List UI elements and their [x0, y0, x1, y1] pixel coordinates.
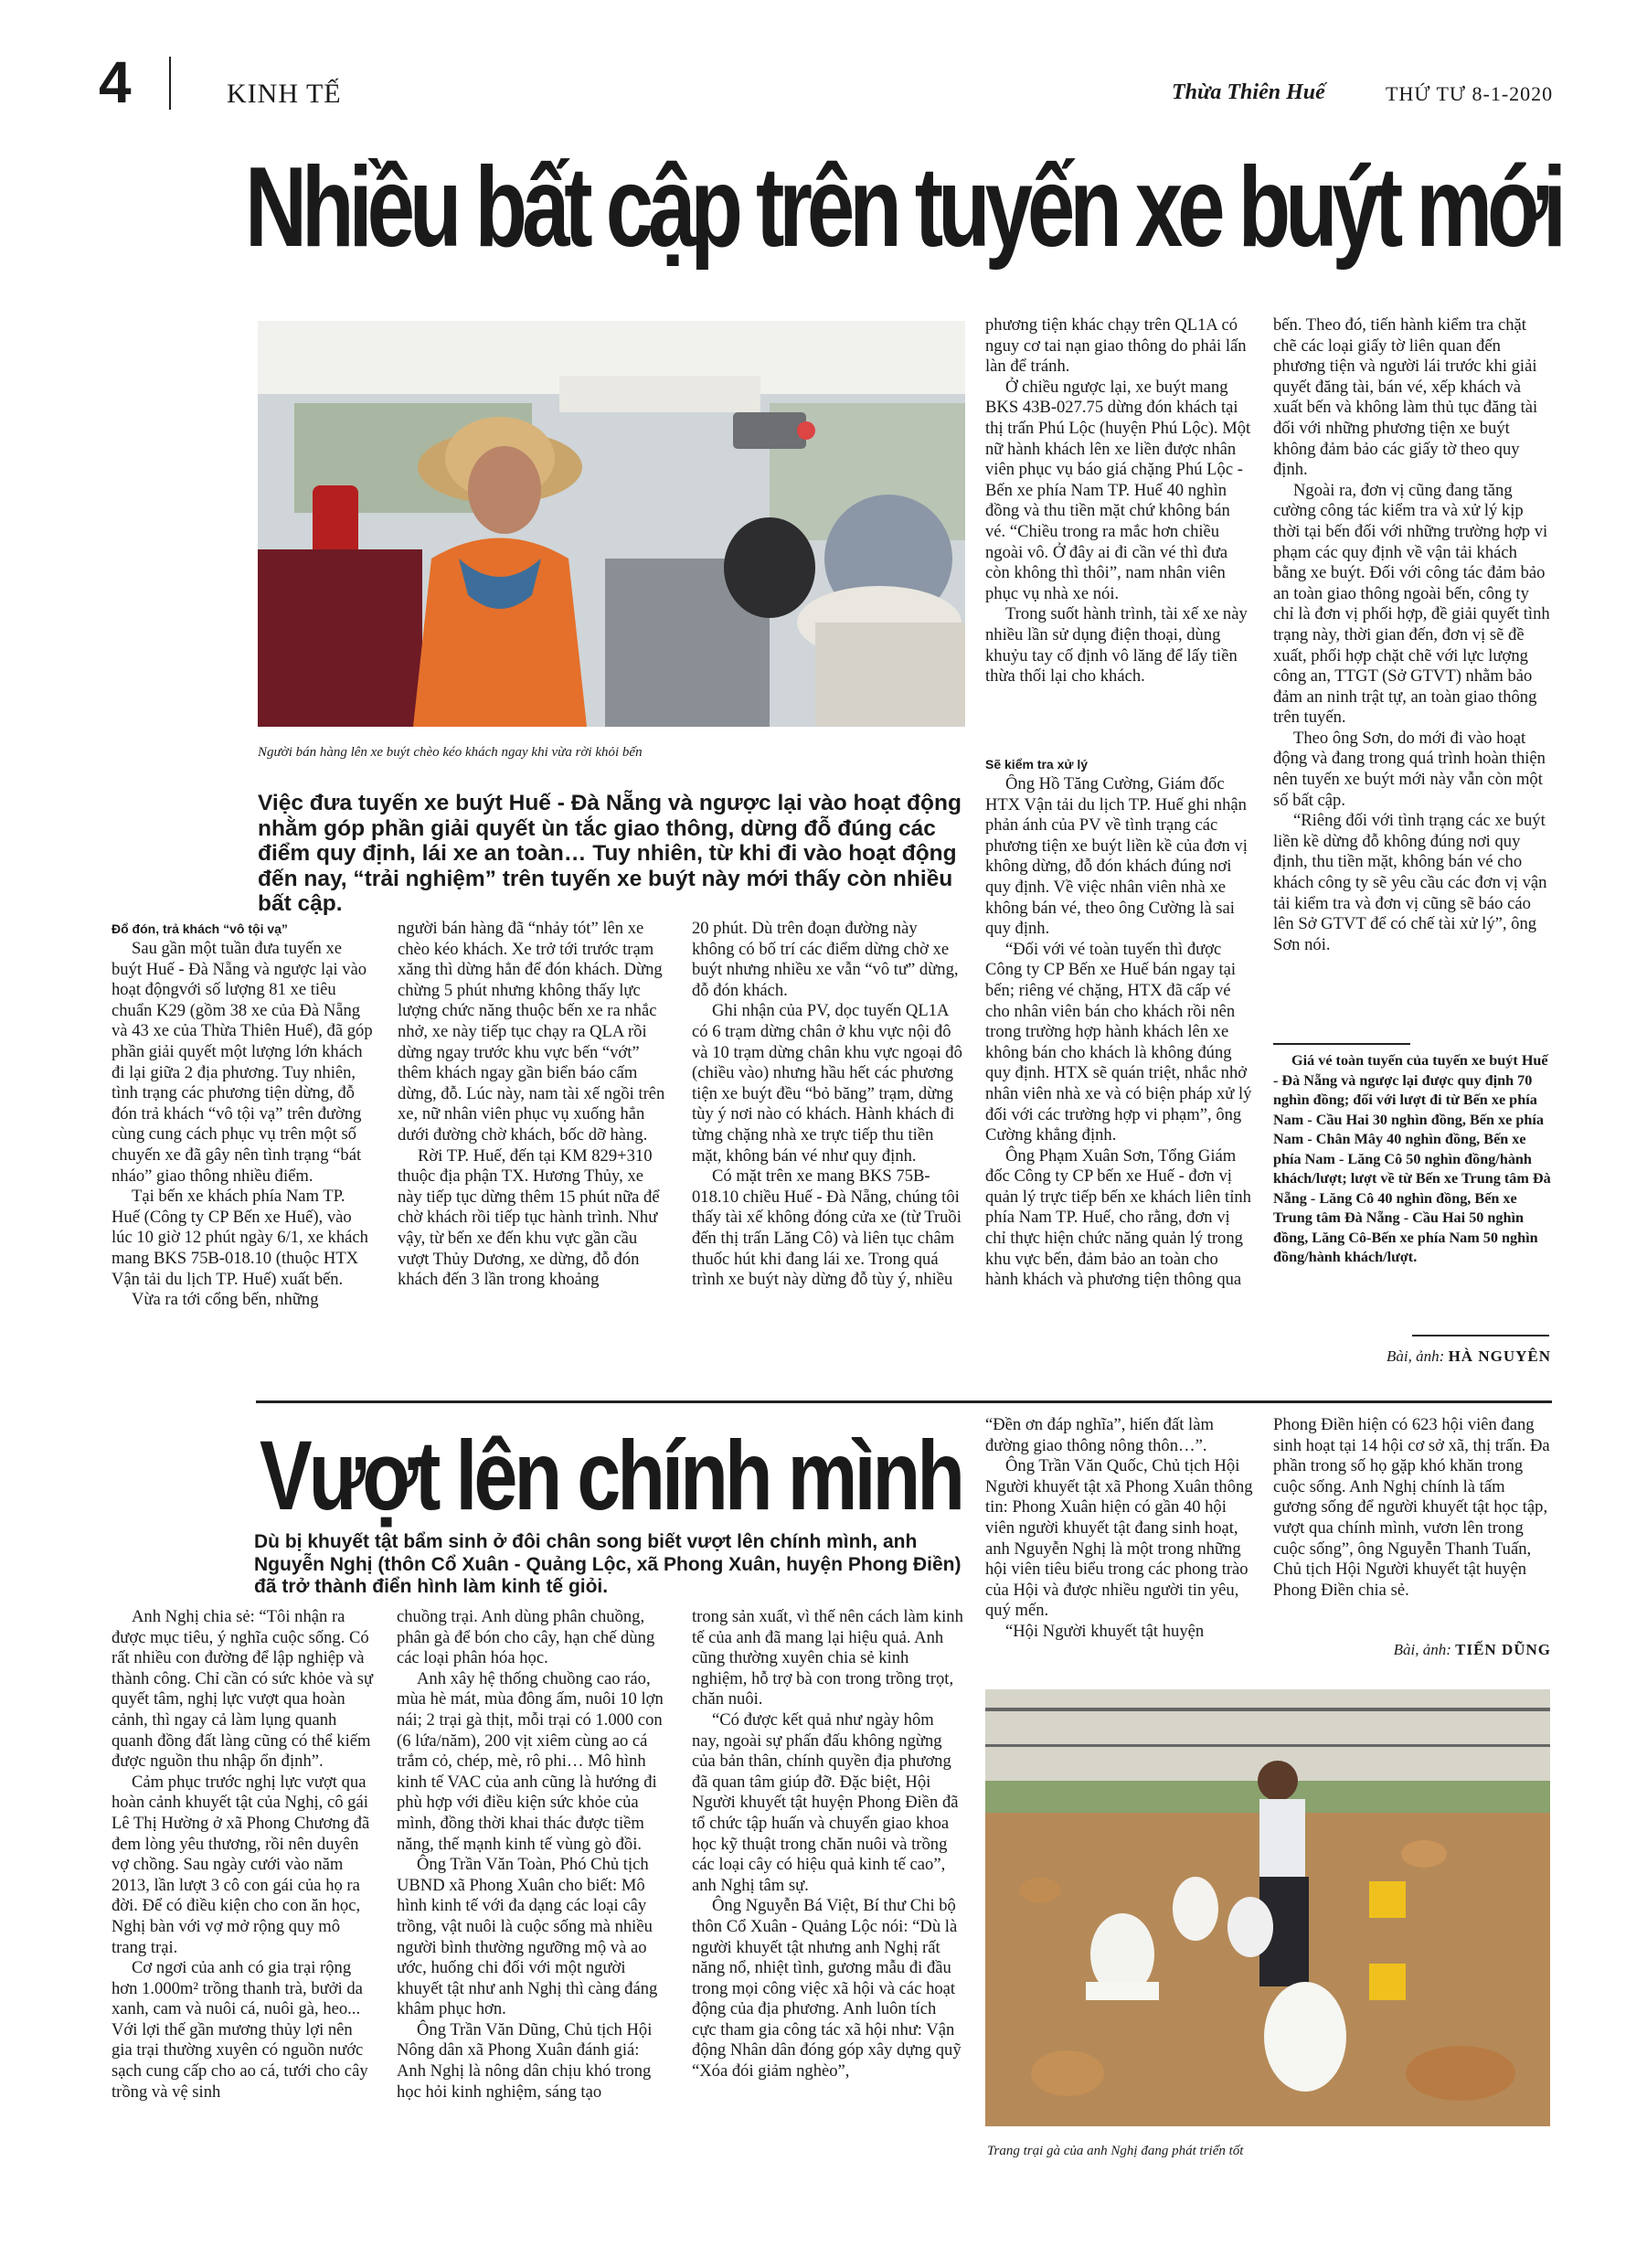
newspaper-name: Thừa Thiên Huế	[1172, 80, 1325, 104]
chicken-farm-image	[985, 1689, 1550, 2126]
paragraph: Ông Phạm Xuân Sơn, Tổng Giám đốc Công ty CP bến xe Huế - đơn vị quản lý trực tiếp bến xe khách liên tỉnh phía Nam TP. Huế, cho rằng, đơn vị chỉ thực hiện chức năng quản lý trong khu vực bến, đảm bảo an toàn cho hành khách và phương tiện thông qua	[985, 1145, 1251, 1290]
article2-column-4	[985, 1415, 1258, 1662]
article2-photo-caption: Trang trại gà của anh Nghị đang phát triển tốt	[987, 2144, 1244, 2158]
paragraph: Ông Trần Văn Toàn, Phó Chủ tịch UBND xã Phong Xuân cho biết: Mô hình kinh tế với đa dạng các loại cây trồng, vật nuôi là cuộc sống mà nhiều người bình thường ngưỡng mộ và ao ước, huống chi đối với một người khuyết tật như anh Nghị thì càng đáng khâm phục hơn.	[397, 1855, 658, 2019]
article2-lead: Dù bị khuyết tật bẩm sinh ở đôi chân song biết vượt lên chính mình, anh Nguyễn Nghị (thôn Cổ Xuân - Quảng Lộc, xã Phong Xuân, huyện Phong Điền) đã trở thành điển hình làm kinh tế giỏi.	[254, 1531, 962, 1597]
article2-byline	[1273, 1641, 1551, 1659]
article1-headline: Nhiều bất cập trên tuyến xe buýt mới	[245, 144, 1562, 271]
paragraph: Ghi nhận của PV, dọc tuyến QL1A có 6 trạm dừng chân ở khu vực nội đô và 10 trạm dừng chân khu vực ngoại đô (chiều vào) nhưng hầu hết các phương tiện xe buýt đều “bỏ băng” trạm, dừng tùy ý nơi nào có khách. Hành khách đi từng chặng nhà xe trực tiếp thu tiền mặt, không bán vé như quy định.	[692, 1001, 962, 1166]
article1-column-4b	[985, 774, 1254, 1387]
paragraph: “Có được kết quả như ngày hôm nay, ngoài sự phấn đấu không ngừng của bản thân, chính quyền địa phương đã quan tâm giúp đỡ. Đặc biệt, Hội Người khuyết tật huyện Phong Điền đã tổ chức tập huấn và chuyển giao khoa học kỹ thuật trong chăn nuôi và trồng các loại cây có hiệu quả kinh tế cao”, anh Nghị tâm sự.	[692, 1709, 959, 1895]
header-divider	[169, 57, 171, 110]
article1-subhead-1: Đổ đón, trả khách “vô tội vạ”	[112, 921, 288, 936]
byline-prefix: Bài, ảnh:	[1387, 1347, 1445, 1365]
paragraph: Cảm phục trước nghị lực vượt qua hoàn cảnh khuyết tật của Nghị, cô gái Lê Thị Hường ở xã Phong Chương đã đem lòng yêu thương, rồi nên duyên vợ chồng. Sau ngày cưới vào năm 2013, lần lượt 3 cô con gái của họ ra đời. Để có điều kiện cho con ăn học, Nghị bàn với vợ mở rộng quy mô trang trại.	[112, 1772, 370, 1957]
byline-prefix: Bài, ảnh:	[1393, 1641, 1451, 1658]
paragraph: Ông Trần Văn Dũng, Chủ tịch Hội Nông dân xã Phong Xuân đánh giá: Anh Nghị là nông dân chịu khó trong học hỏi kinh nghiệm, sáng tạo	[397, 2019, 653, 2102]
article1-column-3	[692, 919, 962, 1387]
paragraph: Cơ ngơi của anh có gia trại rộng hơn 1.000m² trồng thanh trà, bưởi da xanh, cam và nuôi cá, nuôi gà, heo... Với lợi thế gần mương thủy lợi nên gia trại thường xuyên có nguồn nước sạch cung cấp cho ao cá, tưới cho cây trồng và vệ sinh	[112, 1958, 368, 2102]
paragraph: Phong Điền hiện có 623 hội viên đang sinh hoạt tại 14 hội cơ sở xã, thị trấn. Đa phần trong số họ gặp khó khăn trong cuộc sống. Anh Nghị chính là tấm gương sống để người khuyết tật học tập, vượt qua chính mình, vươn lên trong cuộc sống”, ông Nguyễn Thanh Tuấn, Chủ tịch Hội Người khuyết tật huyện Phong Điền chia sẻ.	[1273, 1415, 1550, 1600]
paragraph: Ông Nguyễn Bá Việt, Bí thư Chi bộ thôn Cổ Xuân - Quảng Lộc nói: “Dù là người khuyết tật nhưng anh Nghị rất năng nổ, nhiệt tình, gương mẫu đi đầu trong mọi công việc xã hội và các hoạt động của địa phương. Anh luôn tích cực tham gia công tác xã hội như: Vận động Nhân dân đóng góp xây dựng quỹ “Xóa đói giảm nghèo”,	[692, 1896, 962, 2082]
paragraph: Sau gần một tuần đưa tuyến xe buýt Huế - Đà Nẵng và ngược lại vào hoạt độngvới số lượng 81 xe tiêu chuẩn K29 (gồm 38 xe của Đà Nẵng và 43 xe của Thừa Thiên Huế), đã góp phần giải quyết một lượng lớn khách đi lại giữa 2 địa phương. Tuy nhiên, tình trạng các phương tiện dừng, đỗ đón trả khách “vô tội vạ” trên đường cùng cung cách phục vụ trên một số chuyến xe đã gây nên tình trạng “bát nháo” giao thông nhiều điểm.	[112, 939, 373, 1186]
article1-lead: Việc đưa tuyến xe buýt Huế - Đà Nẵng và ngược lại vào hoạt động nhằm góp phần giải quyết ùn tắc giao thông, dừng đỗ đúng các điểm quy định, lái xe an toàn… Tuy nhiên, từ khi đi vào hoạt động đến nay, “trải nghiệm” trên tuyến xe buýt này mới thấy còn nhiều bất cập.	[258, 791, 962, 916]
article2-column-2	[397, 1607, 667, 2221]
bus-interior-image	[258, 321, 965, 727]
section-title: KINH TẾ	[227, 79, 342, 109]
page-number: 4	[99, 49, 132, 115]
paragraph: người bán hàng đã “nhảy tót” lên xe chèo kéo khách. Xe trở tới trước trạm xăng thì dừng hẳn để đón khách. Dừng chừng 5 phút nhưng không thấy lực lượng chức năng thuộc bến xe ra nhắc nhở, xe này tiếp tục chạy ra QLA rồi dừng ngay trước khu vực bến “vớt” thêm khách ngay gần biển báo cấm dừng, đỗ. Lúc này, nam tài xế ngồi trên xe, nữ nhân viên phục vụ xuống hẳn dưới đường chờ khách, bốc dỡ hàng.	[398, 919, 665, 1145]
farm-photo	[985, 1689, 1550, 2126]
article2-column-5	[1273, 1415, 1551, 1634]
paragraph: phương tiện khác chạy trên QL1A có nguy cơ tai nạn giao thông do phải lấn làn để tránh.	[985, 315, 1247, 377]
byline-author: HÀ NGUYÊN	[1448, 1347, 1551, 1365]
box-top-rule	[1273, 1043, 1410, 1045]
article2-column-1	[112, 1607, 377, 2221]
paragraph: Anh xây hệ thống chuồng cao ráo, mùa hè mát, mùa đông ấm, nuôi 10 lợn nái; 2 trại gà thịt, mỗi trại có 1.000 con (6 lứa/năm), 200 vịt xiêm cùng ao cá trắm cỏ, chép, mè, rô phi… Mô hình kinh tế VAC của anh cũng là hướng đi phù hợp với điều kiện sức khỏe của mình, đồng thời khai thác được tiềm năng, thế mạnh kinh tế vùng gò đồi.	[397, 1668, 664, 1854]
byline-author: TIẾN DŨNG	[1455, 1641, 1551, 1658]
paragraph: Có mặt trên xe mang BKS 75B-018.10 chiều Huế - Đà Nẵng, chúng tôi thấy tài xế không đóng cửa xe (từ Truồi đến thị trấn Lăng Cô) và liên tục châm thuốc hút khi đang lái xe. Trong quá trình xe buýt này dừng đỗ tùy ý, nhiều	[692, 1166, 962, 1290]
article1-column-2	[398, 919, 666, 1387]
paragraph: Trong suốt hành trình, tài xế xe này nhiều lần sử dụng điện thoại, dùng khuỷu tay cố định vô lăng để lấy tiền thừa thối lại cho khách.	[985, 604, 1248, 687]
article1-subhead-2: Sẽ kiểm tra xử lý	[985, 757, 1089, 772]
paragraph: Ông Hồ Tăng Cường, Giám đốc HTX Vận tải du lịch TP. Huế ghi nhận phản ánh của PV về tình trạng các phương tiện xe buýt liền kề của đơn vị không dừng, đỗ đón khách đúng nơi quy định. Về việc nhân viên nhà xe không bán vé, theo ông Cường là sai quy định.	[985, 774, 1248, 939]
paragraph: Anh Nghị chia sẻ: “Tôi nhận ra được mục tiêu, ý nghĩa cuộc sống. Có rất nhiều con đường để lập nghiệp và thành công. Chỉ cần có sức khỏe và sự quyết tâm, nghị lực vượt qua hoàn cảnh, thì ngay cả làm lụng quanh quanh đồng đất làng cũng có thể kiếm được nguồn thu nhập ổn định”.	[112, 1607, 374, 1772]
article2-column-3	[692, 1607, 964, 2221]
paragraph: bến. Theo đó, tiến hành kiểm tra chặt chẽ các loại giấy tờ liên quan đến phương tiện và người lái trước khi giải quyết đăng tài, bán vé, xếp khách và xuất bến và không làm thủ tục đăng tài đối với những phương tiện xe buýt không đảm bảo các giấy tờ theo quy định.	[1273, 315, 1538, 480]
paragraph: 20 phút. Dù trên đoạn đường này không có bố trí các điểm dừng chờ xe buýt nhưng nhiều xe vẫn “vô tư” dừng, đỗ đón khách.	[692, 919, 959, 1000]
paragraph: Tại bến xe khách phía Nam TP. Huế (Công ty CP Bến xe Huế), vào lúc 10 giờ 12 phút ngày 6/1, xe khách mang BKS 75B-018.10 (thuộc HTX Vận tải du lịch TP. Huế) xuất bến.	[112, 1187, 368, 1289]
paragraph: “Hội Người khuyết tật huyện	[1005, 1621, 1205, 1641]
paragraph: Ông Trần Văn Quốc, Chủ tịch Hội Người khuyết tật xã Phong Xuân thông tin: Phong Xuân hiện có gần 40 hội viên người khuyết tật đang sinh hoạt, anh Nguyễn Nghị là một trong những hội viên tiêu biểu trong các phong trào của Hội và được nhiều người tin yêu, quý mến.	[985, 1456, 1253, 1621]
article1-photo-caption: Người bán hàng lên xe buýt chèo kéo khách ngay khi vừa rời khỏi bến	[258, 745, 643, 760]
article1-column-4a	[985, 315, 1254, 729]
article2-headline: Vượt lên chính mình	[260, 1420, 962, 1530]
paragraph: Ở chiều ngược lại, xe buýt mang BKS 43B-027.75 dừng đón khách tại thị trấn Phú Lộc (huyện Phú Lộc). Một nữ hành khách lên xe liền được nhân viên phục vụ báo giá chặng Phú Lộc - Bến xe phía Nam TP. Huế 40 nghìn đồng và thu tiền mặt chứ không bán vé. “Chiều trong ra mắc hơn chiều ngoài vô. Ở đây ai đi cần vé thì đưa còn không thì thôi”, nam nhân viên phục vụ nhà xe nói.	[985, 377, 1251, 603]
article-separator	[256, 1400, 1552, 1403]
issue-date: THỨ TƯ 8-1-2020	[1386, 82, 1554, 105]
fare-info-text: Giá vé toàn tuyến của tuyến xe buýt Huế - Đà Nẵng và ngược lại được quy định 70 nghìn đồng; đối với lượt đi từ Bến xe phía Nam - Cầu Hai 30 nghìn đồng, Bến xe phía Nam - Chân Mây 40 nghìn đồng, Bến xe phía Nam - Lăng Cô 50 nghìn đồng/hành khách/lượt; lượt về từ Bến xe Trung tâm Đà Nẵng - Lăng Cô 40 nghìn đồng, Bến xe Trung tâm Đà Nẵng - Cầu Hai 50 nghìn đồng, Lăng Cô-Bến xe phía Nam 50 nghìn đồng/hành khách/lượt.	[1273, 1052, 1551, 1265]
paragraph: Vừa ra tới cổng bến, những	[132, 1290, 319, 1310]
paragraph: “Đối với vé toàn tuyến thì được Công ty CP Bến xe Huế bán ngay tại bến; riêng vé chặng, HTX đã cấp vé cho nhân viên bán cho khách rồi nên trong trường hợp hành khách lên xe không bán cho khách là không đúng quy định. HTX sẽ quán triệt, nhắc nhở nhân viên nhà xe và có biện pháp xử lý đối với các trường hợp vi phạm”, ông Cường khẳng định.	[985, 939, 1252, 1145]
bus-photo	[258, 321, 965, 727]
paragraph: Theo ông Sơn, do mới đi vào hoạt động và đang trong quá trình hoàn thiện nên tuyến xe buýt mới này vẫn còn một số bất cập.	[1273, 728, 1546, 810]
article1-column-1	[112, 939, 376, 1387]
paragraph: trong sản xuất, vì thế nên cách làm kinh tế của anh đã mang lại hiệu quả. Anh cũng thường xuyên chia sẻ kinh nghiệm, hỗ trợ bà con trong trồng trọt, chăn nuôi.	[692, 1607, 963, 1709]
article1-column-5	[1273, 315, 1551, 1038]
paragraph: chuồng trại. Anh dùng phân chuồng, phân gà để bón cho cây, hạn chế dùng các loại phân hóa học.	[397, 1607, 655, 1668]
fare-info-box	[1273, 1051, 1551, 1353]
paragraph: “Đền ơn đáp nghĩa”, hiến đất làm đường giao thông nông thôn…”.	[985, 1415, 1214, 1455]
paragraph: “Riêng đối với tình trạng các xe buýt liền kề dừng đỗ không đúng nơi quy định, thu tiền mặt, không bán vé cho khách công ty sẽ yêu cầu các đơn vị vận tải kiểm tra và đơn vị cũng sẽ báo cáo lên Sở GTVT để có chế tài xử lý”, ông Sơn nói.	[1273, 811, 1547, 954]
paragraph: Rời TP. Huế, đến tại KM 829+310 thuộc địa phận TX. Hương Thủy, xe này tiếp tục dừng thêm 15 phút nữa để chờ khách rồi tiếp tục hành trình. Như vậy, từ bến xe đến khu vực gần cầu vượt Thủy Dương, xe dừng, đỗ đón khách đến 3 lần trong khoảng	[398, 1145, 660, 1290]
paragraph: Ngoài ra, đơn vị cũng đang tăng cường công tác kiểm tra và xử lý kịp thời tại bến đối với những trường hợp vi phạm các quy định về vận tải khách bằng xe buýt. Đối với công tác đảm bảo an toàn giao thông ngoài bến, công ty chỉ là đơn vị phối hợp, đề giải quyết tình trạng này, thời gian đến, đơn vị sẽ đề xuất, phối hợp chặt chẽ với lực lượng công an, TTGT (Sở GTVT) nhằm bảo đảm an ninh trật tự, an toàn giao thông trên tuyến.	[1273, 480, 1550, 728]
article1-byline	[1273, 1347, 1551, 1366]
box-bottom-rule	[1412, 1335, 1549, 1336]
